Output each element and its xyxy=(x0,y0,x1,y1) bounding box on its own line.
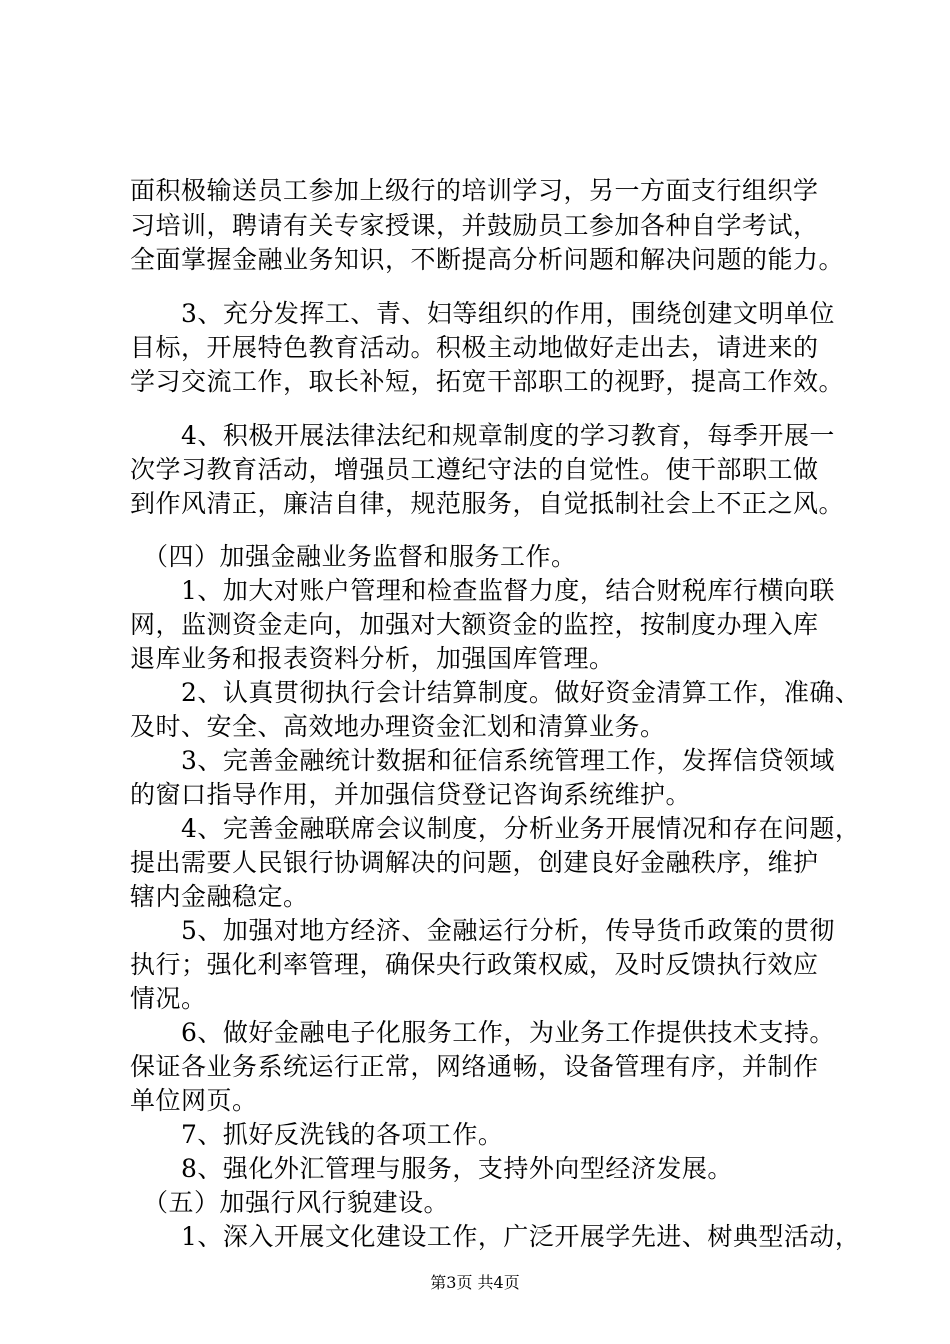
text-line: 全面掌握金融业务知识，不断提高分析问题和解决问题的能力。 xyxy=(130,245,845,274)
text-line: 5、加强对地方经济、金融运行分析，传导货币政策的贯彻 xyxy=(130,916,835,945)
text-line: 6、做好金融电子化服务工作，为业务工作提供技术支持。 xyxy=(130,1018,835,1047)
section-heading: （五）加强行风行貌建设。 xyxy=(130,1188,450,1217)
page-footer: 第3页 共4页 xyxy=(430,1273,520,1292)
text-line: 7、抓好反洗钱的各项工作。 xyxy=(130,1120,504,1149)
text-line: 提出需要人民银行协调解决的问题，创建良好金融秩序，维护 xyxy=(130,848,819,877)
text-line: 1、加大对账户管理和检查监督力度，结合财税库行横向联 xyxy=(130,576,835,605)
text-line: 单位网页。 xyxy=(130,1086,258,1115)
text-line: 执行；强化利率管理，确保央行政策权威，及时反馈执行效应 xyxy=(130,950,819,979)
section-heading: （四）加强金融业务监督和服务工作。 xyxy=(130,542,577,571)
text-line: 1、深入开展文化建设工作，广泛开展学先进、树典型活动， xyxy=(130,1222,861,1251)
text-line: 4、积极开展法律法纪和规章制度的学习教育，每季开展一 xyxy=(130,421,835,450)
text-line: 辖内金融稳定。 xyxy=(130,882,309,911)
text-line: 面积极输送员工参加上级行的培训学习，另一方面支行组织学 xyxy=(130,176,819,205)
text-line: 3、完善金融统计数据和征信系统管理工作，发挥信贷领域 xyxy=(130,746,835,775)
text-line: 3、充分发挥工、青、妇等组织的作用，围绕创建文明单位 xyxy=(130,299,835,328)
text-line: 情况。 xyxy=(130,984,207,1013)
text-line: 2、认真贯彻执行会计结算制度。做好资金清算工作，准确、 xyxy=(130,678,861,707)
text-line: 4、完善金融联席会议制度，分析业务开展情况和存在问题， xyxy=(130,814,861,843)
text-line: 保证各业务系统运行正常，网络通畅，设备管理有序，并制作 xyxy=(130,1052,819,1081)
text-line: 学习交流工作，取长补短，拓宽干部职工的视野，提高工作效。 xyxy=(130,367,845,396)
text-line: 目标，开展特色教育活动。积极主动地做好走出去，请进来的 xyxy=(130,333,819,362)
text-line: 到作风清正，廉洁自律，规范服务，自觉抵制社会上不正之风。 xyxy=(130,489,845,518)
text-line: 退库业务和报表资料分析，加强国库管理。 xyxy=(130,644,615,673)
text-line: 次学习教育活动，增强员工遵纪守法的自觉性。使干部职工做 xyxy=(130,455,819,484)
text-line: 的窗口指导作用，并加强信贷登记咨询系统维护。 xyxy=(130,780,692,809)
text-line: 习培训，聘请有关专家授课，并鼓励员工参加各种自学考试， xyxy=(130,211,819,240)
text-line: 8、强化外汇管理与服务，支持外向型经济发展。 xyxy=(130,1154,733,1183)
text-line: 网，监测资金走向，加强对大额资金的监控，按制度办理入库 xyxy=(130,610,819,639)
text-line: 及时、安全、高效地办理资金汇划和清算业务。 xyxy=(130,712,666,741)
